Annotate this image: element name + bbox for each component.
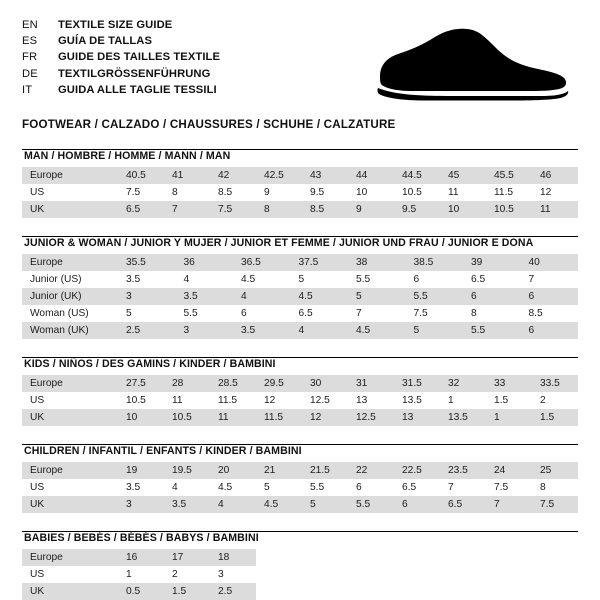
size-cell: 1 xyxy=(486,409,532,426)
row-label: Woman (UK) xyxy=(22,322,118,339)
size-cell: 11.5 xyxy=(486,184,532,201)
size-block-title: BABIES / BEBÉS / BÉBÉS / BABYS / BAMBINI xyxy=(24,532,259,544)
size-cell: 2 xyxy=(532,392,578,409)
size-cell: 36.5 xyxy=(233,254,291,271)
size-cell: 39 xyxy=(463,254,521,271)
size-cell: 1.5 xyxy=(164,583,210,600)
size-cell: 12 xyxy=(302,409,348,426)
size-cell: 3.5 xyxy=(233,322,291,339)
size-block xyxy=(22,357,578,426)
size-cell: 5 xyxy=(256,479,302,496)
row-label: US xyxy=(22,566,118,583)
size-cell: 11 xyxy=(532,201,578,218)
size-block xyxy=(22,444,578,513)
size-cell: 11 xyxy=(210,409,256,426)
size-cell: 11 xyxy=(440,184,486,201)
size-cell: 28 xyxy=(164,375,210,392)
size-cell: 5 xyxy=(406,322,464,339)
size-cell: 4.5 xyxy=(233,271,291,288)
size-cell: 6 xyxy=(406,271,464,288)
row-label: Europe xyxy=(22,462,118,479)
size-cell: 25 xyxy=(532,462,578,479)
language-row xyxy=(22,67,220,83)
size-cell xyxy=(440,566,486,583)
size-cell: 18 xyxy=(210,549,256,566)
size-cell: 4 xyxy=(233,288,291,305)
language-code: ES xyxy=(22,35,38,48)
size-cell: 7.5 xyxy=(210,201,256,218)
size-cell: 28.5 xyxy=(210,375,256,392)
size-cell: 5 xyxy=(291,271,349,288)
size-cell: 27.5 xyxy=(118,375,164,392)
size-cell: 10 xyxy=(348,184,394,201)
size-cell: 10.5 xyxy=(164,409,210,426)
row-label: Europe xyxy=(22,549,118,566)
size-cell: 23.5 xyxy=(440,462,486,479)
size-cell: 6 xyxy=(521,322,579,339)
size-cell: 7 xyxy=(486,496,532,513)
size-cell: 31.5 xyxy=(394,375,440,392)
size-block-title: JUNIOR & WOMAN / JUNIOR Y MUJER / JUNIOR ET FEMME / JUNIOR UND FRAU / JUNIOR E DONA xyxy=(24,237,534,249)
size-cell: 46 xyxy=(532,167,578,184)
row-label: Junior (UK) xyxy=(22,288,118,305)
size-cell: 8 xyxy=(256,201,302,218)
size-block-title: CHILDREN / INFANTIL / ENFANTS / KINDER / BAMBINI xyxy=(24,445,302,457)
size-cell xyxy=(302,549,348,566)
size-cell: 31 xyxy=(348,375,394,392)
size-cell: 8 xyxy=(164,184,210,201)
language-code: IT xyxy=(22,83,33,96)
size-cell: 6.5 xyxy=(394,479,440,496)
size-cell: 1 xyxy=(118,566,164,583)
size-cell: 36 xyxy=(176,254,234,271)
dress-shoe-icon xyxy=(372,24,572,102)
language-title: TEXTILGRÖSSENFÜHRUNG xyxy=(58,67,211,80)
language-row xyxy=(22,18,220,34)
size-cell: 22 xyxy=(348,462,394,479)
row-label: Junior (US) xyxy=(22,271,118,288)
size-cell xyxy=(256,549,302,566)
size-cell: 2.5 xyxy=(118,322,176,339)
size-block-title: MAN / HOMBRE / HOMME / MANN / MAN xyxy=(24,150,231,162)
size-cell xyxy=(256,566,302,583)
size-cell xyxy=(394,549,440,566)
size-cell: 4.5 xyxy=(256,496,302,513)
size-block xyxy=(22,149,578,218)
size-cell xyxy=(394,566,440,583)
size-cell: 2 xyxy=(164,566,210,583)
size-cell: 37.5 xyxy=(291,254,349,271)
size-cell: 38 xyxy=(348,254,406,271)
size-cell: 5.5 xyxy=(302,479,348,496)
table-row xyxy=(22,462,578,479)
size-cell: 12.5 xyxy=(348,409,394,426)
size-cell xyxy=(486,549,532,566)
size-cell: 3 xyxy=(118,496,164,513)
size-cell: 9.5 xyxy=(394,201,440,218)
size-cell xyxy=(394,583,440,600)
size-cell: 13 xyxy=(348,392,394,409)
size-cell: 8 xyxy=(532,479,578,496)
size-table xyxy=(22,167,578,218)
language-title: GUIDA ALLE TAGLIE TESSILI xyxy=(58,83,217,96)
row-label: UK xyxy=(22,496,118,513)
size-cell: 5.5 xyxy=(463,322,521,339)
size-cell: 30 xyxy=(302,375,348,392)
size-cell: 9 xyxy=(348,201,394,218)
size-cell: 40 xyxy=(521,254,579,271)
row-label: US xyxy=(22,392,118,409)
size-cell: 6 xyxy=(521,288,579,305)
size-cell: 19 xyxy=(118,462,164,479)
size-cell: 32 xyxy=(440,375,486,392)
size-cell: 10 xyxy=(440,201,486,218)
table-row xyxy=(22,201,578,218)
size-cell: 2.5 xyxy=(210,583,256,600)
size-cell: 5 xyxy=(302,496,348,513)
row-label: Europe xyxy=(22,254,118,271)
size-cell: 13.5 xyxy=(394,392,440,409)
size-cell: 10 xyxy=(118,409,164,426)
size-cell: 20 xyxy=(210,462,256,479)
table-row xyxy=(22,254,578,271)
size-cell xyxy=(256,583,302,600)
size-cell: 21 xyxy=(256,462,302,479)
table-row xyxy=(22,375,578,392)
table-row xyxy=(22,392,578,409)
table-row xyxy=(22,409,578,426)
size-cell: 4 xyxy=(176,271,234,288)
size-cell: 33 xyxy=(486,375,532,392)
size-cell: 10.5 xyxy=(118,392,164,409)
size-cell: 13.5 xyxy=(440,409,486,426)
size-cell: 0.5 xyxy=(118,583,164,600)
size-cell: 6.5 xyxy=(118,201,164,218)
size-cell: 42 xyxy=(210,167,256,184)
language-title: TEXTILE SIZE GUIDE xyxy=(58,19,173,31)
language-row xyxy=(22,34,220,50)
size-cell xyxy=(348,566,394,583)
size-cell: 16 xyxy=(118,549,164,566)
size-cell: 5 xyxy=(118,305,176,322)
size-cell: 41 xyxy=(164,167,210,184)
size-cell: 9.5 xyxy=(302,184,348,201)
size-table xyxy=(22,375,578,426)
size-cell: 6 xyxy=(463,288,521,305)
language-rows xyxy=(22,18,220,99)
size-cell: 1 xyxy=(440,392,486,409)
language-code: DE xyxy=(22,67,38,80)
size-cell: 4.5 xyxy=(210,479,256,496)
size-cell xyxy=(486,566,532,583)
size-cell: 44 xyxy=(348,167,394,184)
size-cell: 5.5 xyxy=(406,288,464,305)
size-cell: 7 xyxy=(348,305,406,322)
size-cell: 3.5 xyxy=(176,288,234,305)
size-cell xyxy=(348,583,394,600)
size-cell xyxy=(532,549,578,566)
size-cell: 33.5 xyxy=(532,375,578,392)
size-cell xyxy=(348,549,394,566)
table-row xyxy=(22,583,578,600)
size-cell: 8.5 xyxy=(302,201,348,218)
size-table xyxy=(22,549,578,600)
size-cell: 38.5 xyxy=(406,254,464,271)
language-row xyxy=(22,83,220,99)
table-row xyxy=(22,479,578,496)
size-cell: 29.5 xyxy=(256,375,302,392)
language-row xyxy=(22,50,220,66)
size-cell: 7.5 xyxy=(406,305,464,322)
size-cell: 4 xyxy=(210,496,256,513)
size-cell: 3.5 xyxy=(118,479,164,496)
size-cell xyxy=(302,566,348,583)
size-cell: 7 xyxy=(440,479,486,496)
size-cell: 10.5 xyxy=(486,201,532,218)
row-label: US xyxy=(22,184,118,201)
table-row xyxy=(22,305,578,322)
size-cell: 4.5 xyxy=(291,288,349,305)
row-label: Woman (US) xyxy=(22,305,118,322)
row-label: UK xyxy=(22,409,118,426)
size-cell: 5.5 xyxy=(176,305,234,322)
size-cell xyxy=(440,549,486,566)
table-row xyxy=(22,271,578,288)
size-cell: 5 xyxy=(348,288,406,305)
size-cell: 5.5 xyxy=(348,496,394,513)
size-cell: 44.5 xyxy=(394,167,440,184)
size-cell: 35.5 xyxy=(118,254,176,271)
row-label: Europe xyxy=(22,167,118,184)
size-cell: 11.5 xyxy=(256,409,302,426)
size-cell: 3.5 xyxy=(164,496,210,513)
language-code: FR xyxy=(22,51,38,64)
language-title: GUÍA DE TALLAS xyxy=(58,35,153,48)
size-block xyxy=(22,531,578,600)
size-cell: 6.5 xyxy=(291,305,349,322)
size-cell: 42.5 xyxy=(256,167,302,184)
size-cell: 12 xyxy=(256,392,302,409)
size-cell: 5.5 xyxy=(348,271,406,288)
language-title-table xyxy=(22,18,220,99)
size-cell: 6 xyxy=(348,479,394,496)
size-cell: 3 xyxy=(176,322,234,339)
table-row xyxy=(22,496,578,513)
size-cell: 4.5 xyxy=(348,322,406,339)
size-cell: 7 xyxy=(164,201,210,218)
size-cell: 12 xyxy=(532,184,578,201)
size-cell: 8 xyxy=(463,305,521,322)
table-row xyxy=(22,566,578,583)
size-cell: 4 xyxy=(164,479,210,496)
size-cell: 1.5 xyxy=(486,392,532,409)
size-cell: 3.5 xyxy=(118,271,176,288)
size-cell xyxy=(440,583,486,600)
size-cell: 6 xyxy=(394,496,440,513)
size-block-title: KIDS / NIÑOS / DES GAMINS / KINDER / BAMBINI xyxy=(24,358,276,370)
size-cell: 43 xyxy=(302,167,348,184)
language-title: GUIDE DES TAILLES TEXTILE xyxy=(58,51,221,64)
size-cell: 10.5 xyxy=(394,184,440,201)
page-title: FOOTWEAR / CALZADO / CHAUSSURES / SCHUHE / CALZATURE xyxy=(22,118,396,131)
size-cell: 7.5 xyxy=(532,496,578,513)
size-cell: 9 xyxy=(256,184,302,201)
size-cell: 6.5 xyxy=(463,271,521,288)
size-cell: 17 xyxy=(164,549,210,566)
size-cell: 40.5 xyxy=(118,167,164,184)
size-table xyxy=(22,254,578,339)
size-cell: 7 xyxy=(521,271,579,288)
row-label: Europe xyxy=(22,375,118,392)
size-cell: 3 xyxy=(118,288,176,305)
size-cell: 1.5 xyxy=(532,409,578,426)
row-label: US xyxy=(22,479,118,496)
table-row xyxy=(22,322,578,339)
table-row xyxy=(22,288,578,305)
size-cell: 45 xyxy=(440,167,486,184)
size-cell: 6.5 xyxy=(440,496,486,513)
size-cell xyxy=(532,566,578,583)
row-label: UK xyxy=(22,583,118,600)
size-cell: 12.5 xyxy=(302,392,348,409)
size-cell: 8.5 xyxy=(210,184,256,201)
size-cell xyxy=(532,583,578,600)
size-cell: 4 xyxy=(291,322,349,339)
table-row xyxy=(22,167,578,184)
size-tables-container xyxy=(22,149,578,600)
size-cell: 24 xyxy=(486,462,532,479)
size-cell: 13 xyxy=(394,409,440,426)
size-table xyxy=(22,462,578,513)
size-cell: 21.5 xyxy=(302,462,348,479)
size-cell: 22.5 xyxy=(394,462,440,479)
size-cell: 8.5 xyxy=(521,305,579,322)
row-label: UK xyxy=(22,201,118,218)
table-row xyxy=(22,549,578,566)
size-cell: 19.5 xyxy=(164,462,210,479)
size-cell: 11.5 xyxy=(210,392,256,409)
size-cell: 7.5 xyxy=(118,184,164,201)
size-cell xyxy=(302,583,348,600)
document-header xyxy=(22,18,578,102)
size-cell: 6 xyxy=(233,305,291,322)
table-row xyxy=(22,184,578,201)
size-cell: 7.5 xyxy=(486,479,532,496)
size-cell: 45.5 xyxy=(486,167,532,184)
size-block xyxy=(22,236,578,339)
size-cell: 11 xyxy=(164,392,210,409)
language-code: EN xyxy=(22,19,38,31)
size-cell xyxy=(486,583,532,600)
size-cell: 3 xyxy=(210,566,256,583)
